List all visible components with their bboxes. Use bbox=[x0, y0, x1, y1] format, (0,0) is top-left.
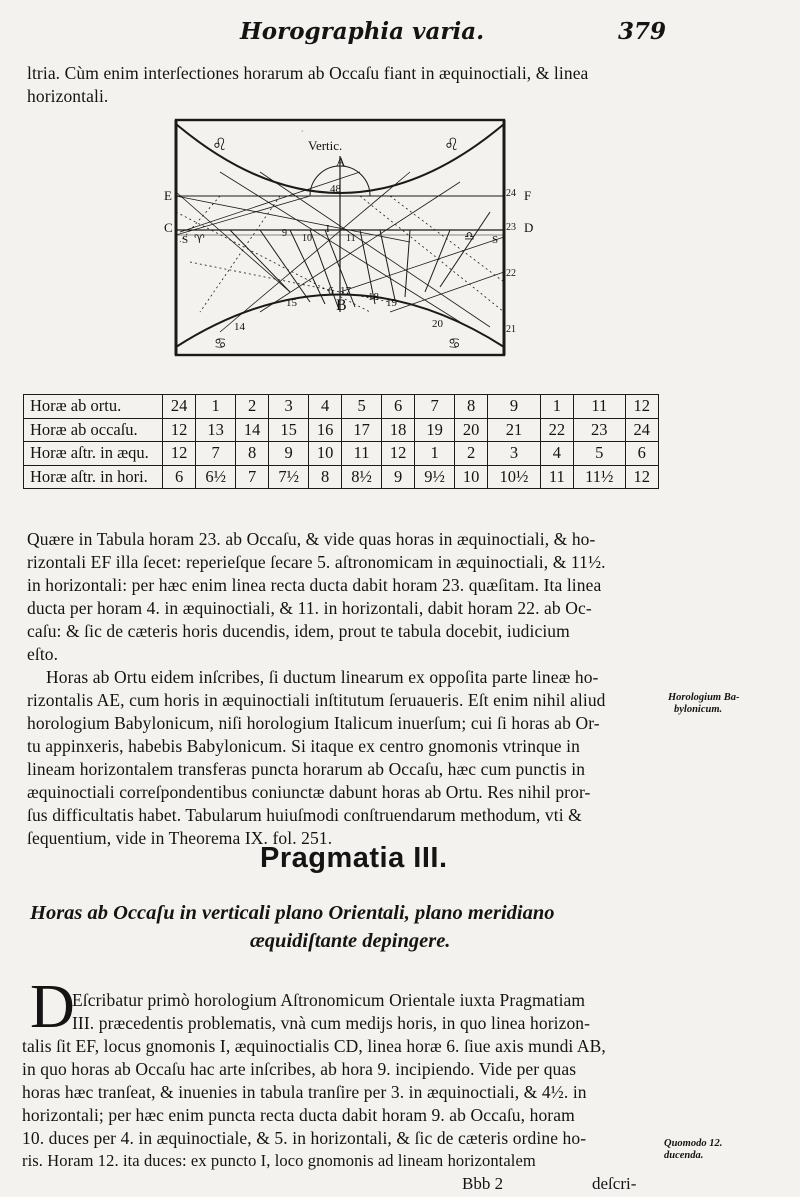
table-cell: 23 bbox=[574, 418, 626, 442]
label-F: F bbox=[524, 188, 532, 203]
row-label: Horæ ab ortu. bbox=[24, 395, 163, 419]
body-line: rizontali EF illa ſecet: reperieſque ſecare 5. aſtronomicam in æquinoctiali, & 11½. bbox=[27, 552, 606, 572]
label-h21: 21 bbox=[506, 324, 516, 335]
table-cell: 20 bbox=[454, 418, 487, 442]
table-cell: 1 bbox=[415, 442, 455, 466]
label-h15: 15 bbox=[286, 297, 297, 309]
final-para-line: Eſcribatur primò horologium Aſtronomicum Orientale iuxta Pragmatiam bbox=[72, 990, 586, 1010]
table-cell: 12 bbox=[625, 465, 658, 489]
table-cell: 22 bbox=[540, 418, 573, 442]
table-row bbox=[24, 395, 659, 419]
body-line: Horas ab Ortu eidem inſcribes, ſi ductum linearum ex oppoſita parte lineæ ho- bbox=[46, 667, 599, 687]
label-h17: 17 bbox=[340, 285, 351, 297]
table-cell: 9 bbox=[269, 442, 309, 466]
page-number: 379 bbox=[618, 18, 667, 45]
label-E: E bbox=[164, 188, 172, 203]
table-cell: 5 bbox=[342, 395, 382, 419]
body-line: horologium Babylonicum, niſi horologium Italicum inuerſum; cui ſi horas ab Or- bbox=[27, 713, 600, 733]
table-cell: 2 bbox=[235, 395, 268, 419]
final-para-line: talis ſit EF, locus gnomonis I, æquinoctialis CD, linea horæ 6. ſiue axis mundi AB, bbox=[22, 1036, 606, 1056]
leo-sign-right: ♌ bbox=[444, 135, 460, 155]
table-cell: 11 bbox=[342, 442, 382, 466]
label-h22: 22 bbox=[506, 268, 516, 279]
section-subtitle: Horas ab Occaſu in verticali plano Orientali, plano meridiano bbox=[30, 902, 555, 924]
table-cell: 5 bbox=[574, 442, 626, 466]
intro-line: ltria. Cùm enim interſectiones horarum ab Occaſu fiant in æquinoctiali, & linea bbox=[27, 63, 589, 83]
table-cell: 18 bbox=[381, 418, 414, 442]
table-cell: 10 bbox=[308, 442, 341, 466]
table-cell: 7 bbox=[196, 442, 236, 466]
margin-note-line: ducenda. bbox=[664, 1150, 704, 1161]
table-cell: 10½ bbox=[488, 465, 540, 489]
body-line: ſequentium, vide in Theorema IX. fol. 251. bbox=[27, 828, 333, 848]
table-cell: 2 bbox=[454, 442, 487, 466]
label-h23: 23 bbox=[506, 222, 516, 233]
final-para-line: in quo horas ab Occaſu hac arte inſcribes, ab hora 9. incipiendo. Vide per quas bbox=[22, 1059, 577, 1079]
final-para-line: horizontali; per hæc enim puncta recta ducta dabit horam 9. ab Occaſu, horam bbox=[22, 1105, 575, 1125]
table-cell: 10 bbox=[454, 465, 487, 489]
margin-note-quomodo bbox=[664, 1138, 722, 1162]
table-cell: 7 bbox=[235, 465, 268, 489]
table-row bbox=[24, 418, 659, 442]
table-cell: 8 bbox=[454, 395, 487, 419]
row-label: Horæ aſtr. in hori. bbox=[24, 465, 163, 489]
table-cell: 16 bbox=[308, 418, 341, 442]
label-S-left: S bbox=[182, 234, 189, 246]
table-cell: 12 bbox=[163, 418, 196, 442]
body-line: eſto. bbox=[27, 644, 59, 664]
margin-note-line: bylonicum. bbox=[674, 704, 723, 715]
table-cell: 6½ bbox=[196, 465, 236, 489]
label-h6: 6 bbox=[328, 285, 334, 297]
label-vertex: Vertic. bbox=[308, 138, 343, 153]
sundial-diagram bbox=[160, 112, 560, 374]
table-cell: 8½ bbox=[342, 465, 382, 489]
table-cell: 6 bbox=[625, 442, 658, 466]
table-cell: 3 bbox=[269, 395, 309, 419]
table-cell: 12 bbox=[381, 442, 414, 466]
aries-sign: ♈ bbox=[194, 232, 205, 246]
body-line: rizontalis AE, cum horis in æquinoctiali inſtitutum ſeruaueris. Eſt enim nihil aliud bbox=[27, 690, 606, 710]
cancer-sign-left: ♋ bbox=[214, 336, 227, 352]
final-para-line: III. præcedentis problematis, vnà cum medijs horis, in quo linea horizon- bbox=[72, 1013, 591, 1033]
table-cell: 11 bbox=[540, 465, 573, 489]
final-para-line: 10. duces per 4. in æquinoctiale, & 5. in horizontali, & ſic de cæteris ordine ho- bbox=[22, 1128, 587, 1148]
table-cell: 6 bbox=[163, 465, 196, 489]
table-cell: 4 bbox=[540, 442, 573, 466]
label-h18: 18 bbox=[368, 291, 379, 303]
table-cell: 12 bbox=[625, 395, 658, 419]
label-S-right: S bbox=[492, 234, 499, 246]
table-cell: 17 bbox=[342, 418, 382, 442]
label-I: I bbox=[326, 223, 330, 235]
catchword: deſcri- bbox=[592, 1174, 637, 1193]
body-line: in horizontali: per hæc enim linea recta ducta dabit horam 23. quæſitam. Ita linea bbox=[27, 575, 602, 595]
table-cell: 9 bbox=[488, 395, 540, 419]
label-h20: 20 bbox=[432, 318, 443, 330]
margin-note-babylonicum bbox=[668, 692, 739, 716]
table-row bbox=[24, 465, 659, 489]
table-cell: 21 bbox=[488, 418, 540, 442]
label-h24: 24 bbox=[506, 188, 516, 199]
signature-mark: Bbb 2 bbox=[462, 1174, 504, 1193]
final-para-line: horas hæc tranſeat, & inuenies in tabula tranſire per 3. in æquinoctiali, & 4½. in bbox=[22, 1082, 587, 1102]
libra-sign: ♎ bbox=[464, 229, 475, 243]
margin-note-line: Horologium Ba- bbox=[668, 692, 740, 703]
table-cell: 14 bbox=[235, 418, 268, 442]
label-h10: 10 bbox=[302, 233, 312, 244]
table-cell: 11 bbox=[574, 395, 626, 419]
table-cell: 12 bbox=[163, 442, 196, 466]
label-D: D bbox=[524, 220, 534, 235]
leo-sign-left: ♌ bbox=[212, 135, 228, 155]
table-cell: 1 bbox=[540, 395, 573, 419]
margin-note-line: Quomodo 12. bbox=[664, 1138, 723, 1149]
sundial-figure bbox=[160, 112, 560, 374]
drop-cap: D bbox=[30, 973, 75, 1041]
table-cell: 15 bbox=[269, 418, 309, 442]
label-h14: 14 bbox=[234, 321, 245, 333]
table-cell: 24 bbox=[625, 418, 658, 442]
final-para-line: ris. Horam 12. ita duces: ex puncto I, loco gnomonis ad lineam horizontalem bbox=[22, 1151, 536, 1170]
table-cell: 7½ bbox=[269, 465, 309, 489]
table-cell: 19 bbox=[415, 418, 455, 442]
intro-line: horizontali. bbox=[27, 86, 109, 106]
label-A: A bbox=[336, 154, 346, 169]
section-title: Pragmatia III. bbox=[260, 842, 448, 874]
table-cell: 1 bbox=[196, 395, 236, 419]
row-label: Horæ aſtr. in æqu. bbox=[24, 442, 163, 466]
table-cell: 8 bbox=[308, 465, 341, 489]
label-h11: 11 bbox=[346, 233, 356, 244]
table-cell: 13 bbox=[196, 418, 236, 442]
label-h19: 19 bbox=[386, 297, 397, 309]
body-line: ducta per horam 4. in æquinoctiali, & 11. in horizontali, dabit horam 22. ab Oc- bbox=[27, 598, 592, 618]
body-line: lineam horizontalem transferas puncta horarum ab Occaſu, hæc cum punctis in bbox=[27, 759, 586, 779]
table-row bbox=[24, 442, 659, 466]
label-B: B bbox=[336, 297, 347, 314]
body-line: ſus difficultatis habet. Tabularum huiuſmodi conſtruendarum methodum, vti & bbox=[27, 805, 582, 825]
label-h9: 9 bbox=[282, 228, 287, 239]
table-cell: 7 bbox=[415, 395, 455, 419]
table-cell: 9½ bbox=[415, 465, 455, 489]
table-cell: 6 bbox=[381, 395, 414, 419]
label-h48: 48 bbox=[330, 183, 341, 195]
table-cell: 24 bbox=[163, 395, 196, 419]
cancer-sign-right: ♋ bbox=[448, 336, 461, 352]
hours-table bbox=[23, 394, 659, 489]
body-line: caſu: & ſic de cæteris horis ducendis, idem, prout te tabula docebit, iudicium bbox=[27, 621, 570, 641]
row-label: Horæ ab occaſu. bbox=[24, 418, 163, 442]
table-cell: 9 bbox=[381, 465, 414, 489]
running-head-title: Horographia varia. bbox=[240, 18, 485, 45]
body-line: tu appinxeris, habebis Babylonicum. Si itaque ex centro gnomonis vtrinque in bbox=[27, 736, 580, 756]
section-subtitle: æquidiſtante depingere. bbox=[250, 930, 451, 952]
table-cell: 8 bbox=[235, 442, 268, 466]
table-cell: 4 bbox=[308, 395, 341, 419]
body-line: Quære in Tabula horam 23. ab Occaſu, & vide quas horas in æquinoctiali, & ho- bbox=[27, 529, 596, 549]
table-cell: 3 bbox=[488, 442, 540, 466]
label-C: C bbox=[164, 220, 173, 235]
show-through-text: · bbox=[300, 122, 305, 140]
table-cell: 11½ bbox=[574, 465, 626, 489]
running-head bbox=[0, 14, 800, 50]
body-line: æquinoctiali correſpondentibus coniunctæ dabunt horas ab Ortu. Res nihil pror- bbox=[27, 782, 591, 802]
